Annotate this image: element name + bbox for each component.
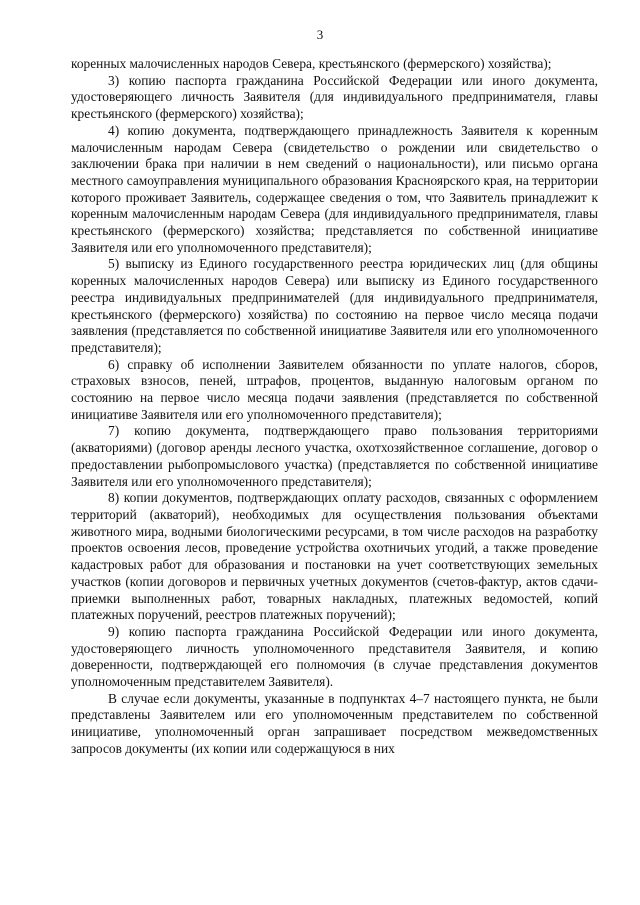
paragraph: 6) справку об исполнении Заявителем обязанности по уплате налогов, сборов, страховых взносов, пеней, штрафов, процентов, выданную налоговым органом по состоянию на первое число месяца подачи заявления (представляется по собственной инициативе Заявителя или его уполномоченного представителя);: [71, 356, 598, 422]
paragraph: 4) копию документа, подтверждающего принадлежность Заявителя к коренным малочисленным народам Севера (свидетельство о рождении или свидетельство о заключении брака при наличии в нем сведений о национальности), или письмо органа местного самоуправления муниципального образования Красноярского края, на территории которого проживает Заявитель, содержащее сведения о том, что Заявитель принадлежит к коренным малочисленным народам Севера (для индивидуального предпринимателя, главы крестьянского (фермерского) хозяйства; представляется по собственной инициативе Заявителя или его уполномоченного представителя);: [71, 122, 598, 255]
document-body: [71, 56, 598, 758]
paragraph: коренных малочисленных народов Севера, крестьянского (фермерского) хозяйства);: [71, 56, 552, 71]
paragraph: 8) копии документов, подтверждающих оплату расходов, связанных с оформлением территорий (акваторий), необходимых для осуществления пользования объектами животного мира, водными биологическими ресурсами, в том числе расходов на разработку проектов освоения лесов, проведение устройства охотничьих угодий, а также проведение кадастровых работ для образования и постановки на учет соответствующих земельных участков (копии договоров и первичных учетных документов (счетов-фактур, актов сдачи-приемки выполненных работ, товарных накладных, платежных ведомостей, копий платежных поручений, реестров платежных поручений);: [71, 490, 598, 623]
paragraph: 3) копию паспорта гражданина Российской Федерации или иного документа, удостоверяющего личность Заявителя (для индивидуального предпринимателя, главы крестьянского (фермерского) хозяйства);: [71, 72, 598, 122]
paragraph: В случае если документы, указанные в подпунктах 4–7 настоящего пункта, не были представлены Заявителем или его уполномоченным представителем по собственной инициативе, уполномоченный орган запрашивает посредством межведомственных запросов документы (их копии или содержащуюся в них: [71, 690, 598, 756]
paragraph: 7) копию документа, подтверждающего право пользования территориями (акваториями) (договор аренды лесного участка, охотхозяйственное соглашение, договор о предоставлении рыбопромыслового участка) (представляется по собственной инициативе Заявителя или его уполномоченного представителя);: [71, 423, 598, 489]
paragraph: 9) копию паспорта гражданина Российской Федерации или иного документа, удостоверяющего личность уполномоченного представителя Заявителя, и копию доверенности, подтверждающей его полномочия (в случае представления документов уполномоченным представителем Заявителя).: [71, 623, 598, 690]
page-number: 3: [316, 27, 324, 42]
paragraph: 5) выписку из Единого государственного реестра юридических лиц (для общины коренных малочисленных народов Севера) или выписку из Единого государственного реестра индивидуальных предпринимателей (для индивидуального предпринимателя, крестьянского (фермерского) хозяйства) по состоянию на первое число месяца подачи заявления (представляется по собственной инициативе Заявителя или его уполномоченного представителя);: [71, 256, 598, 355]
